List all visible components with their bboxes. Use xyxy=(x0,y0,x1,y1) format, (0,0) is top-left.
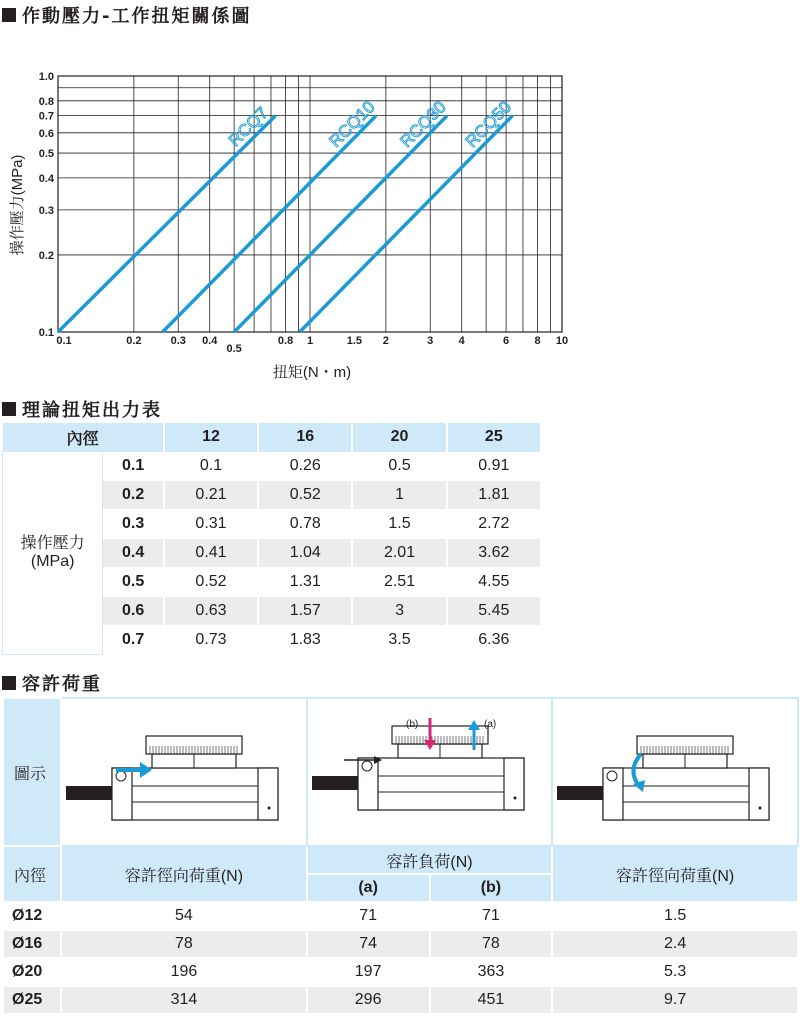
series-label: RCQ50 xyxy=(461,97,516,152)
load-value: 451 xyxy=(430,986,553,1014)
pressure-row-header xyxy=(3,452,103,655)
y-tick-label: 0.7 xyxy=(38,110,54,123)
screw-icon xyxy=(759,806,762,809)
pressure-value: 0.5 xyxy=(103,567,164,596)
load-value: 196 xyxy=(61,958,307,986)
y-tick-label: 0.5 xyxy=(38,148,54,161)
load-bore-header: 內徑 xyxy=(3,846,61,902)
load-value: 363 xyxy=(430,958,553,986)
chart-labels xyxy=(39,71,568,355)
screw-icon xyxy=(267,806,270,809)
torque-value: 0.21 xyxy=(164,480,258,509)
torque-value: 2.51 xyxy=(352,567,446,596)
torque-value: 0.26 xyxy=(258,452,352,481)
actuator-endcap xyxy=(749,768,769,820)
series-label: RCQ7 xyxy=(224,103,272,151)
torque-value: 0.73 xyxy=(164,625,258,654)
load-row xyxy=(3,986,798,1014)
load-value: 1.5 xyxy=(552,902,798,930)
allow-load-header: 容許負荷(N) xyxy=(307,846,553,874)
diagram-label: 圖示 xyxy=(3,698,61,846)
torque-row xyxy=(3,452,542,481)
load-value: 296 xyxy=(307,986,430,1014)
x-tick-label: 2 xyxy=(382,335,389,347)
actuator-body xyxy=(112,768,278,820)
pressure-value: 0.7 xyxy=(103,625,164,654)
load-section-title xyxy=(0,670,102,696)
bore-size: Ø16 xyxy=(3,930,61,958)
x-tick-label: 6 xyxy=(503,335,510,347)
actuator-axial-diagram xyxy=(310,700,550,840)
load-row xyxy=(3,958,798,986)
bore-header: 內徑 xyxy=(3,423,164,452)
load-value: 71 xyxy=(430,902,553,930)
bore-size: Ø20 xyxy=(3,958,61,986)
y-tick-label: 0.8 xyxy=(38,95,54,108)
torque-value: 3 xyxy=(352,596,446,625)
diagram-axial-load xyxy=(307,698,553,846)
actuator-body xyxy=(603,768,769,820)
col-a-header: (a) xyxy=(307,874,430,902)
load-value: 74 xyxy=(307,930,430,958)
y-tick-label: 0.4 xyxy=(38,172,54,185)
actuator-endcap xyxy=(112,768,132,820)
arrow-a-label: (a) xyxy=(483,718,496,730)
radial-load-header-2: 容許徑向荷重(N) xyxy=(552,846,798,902)
torque-value: 1.04 xyxy=(258,538,352,567)
diagram-radial-load xyxy=(61,698,307,846)
y-tick-label: 0.1 xyxy=(38,327,54,339)
torque-value: 2.72 xyxy=(447,509,541,538)
torque-pressure-chart xyxy=(0,0,800,380)
load-row xyxy=(3,902,798,930)
actuator-endcap xyxy=(258,768,278,820)
actuator-endcap xyxy=(603,768,623,820)
load-value: 314 xyxy=(61,986,307,1014)
torque-value: 4.55 xyxy=(447,567,541,596)
torque-value: 1.57 xyxy=(258,596,352,625)
square-bullet-icon xyxy=(2,402,16,416)
rotary-disc xyxy=(146,736,242,754)
torque-section-title xyxy=(0,396,162,422)
diagram-moment-load xyxy=(552,698,798,846)
x-tick-label: 0.1 xyxy=(56,335,72,347)
pressure-value: 0.2 xyxy=(103,480,164,509)
x-tick-label: 0.4 xyxy=(202,335,218,347)
screw-icon xyxy=(513,796,516,799)
load-value: 71 xyxy=(307,902,430,930)
torque-value: 0.41 xyxy=(164,538,258,567)
load-value: 2.4 xyxy=(552,930,798,958)
pressure-value: 0.4 xyxy=(103,538,164,567)
y-tick-label: 0.2 xyxy=(38,249,54,262)
y-tick-label: 0.6 xyxy=(38,127,54,140)
x-tick-label: 0.5 xyxy=(226,343,242,355)
allowable-load-table xyxy=(2,697,799,1015)
torque-output-table xyxy=(2,423,542,655)
square-bullet-icon xyxy=(2,676,16,690)
torque-value: 1.81 xyxy=(447,480,541,509)
load-value: 197 xyxy=(307,958,430,986)
torque-value: 0.91 xyxy=(447,452,541,481)
torque-value: 1.83 xyxy=(258,625,352,654)
threaded-shaft xyxy=(66,786,112,800)
torque-value: 0.1 xyxy=(164,452,258,481)
y-tick-label: 0.3 xyxy=(38,204,54,217)
bore-col: 20 xyxy=(352,423,446,452)
torque-table-title: 理論扭矩出力表 xyxy=(22,400,162,421)
actuator-endcap xyxy=(358,758,378,810)
load-row xyxy=(3,930,798,958)
torque-value: 0.5 xyxy=(352,452,446,481)
x-axis-label: 扭矩(N・m) xyxy=(272,364,352,380)
col-b-header: (b) xyxy=(430,874,553,902)
torque-value: 1.5 xyxy=(352,509,446,538)
pressure-value: 0.1 xyxy=(103,452,164,481)
x-tick-label: 1.5 xyxy=(346,335,363,347)
load-value: 78 xyxy=(430,930,553,958)
bore-col: 12 xyxy=(164,423,258,452)
series-label: RCQ10 xyxy=(325,97,379,151)
x-tick-label: 3 xyxy=(427,335,434,347)
series-label: RCQ30 xyxy=(396,97,450,152)
actuator-moment-diagram xyxy=(555,710,795,830)
pressure-value: 0.3 xyxy=(103,509,164,538)
load-value: 5.3 xyxy=(552,958,798,986)
series-line xyxy=(163,116,377,332)
torque-value: 0.31 xyxy=(164,509,258,538)
actuator-body xyxy=(358,758,524,810)
torque-value: 0.52 xyxy=(258,480,352,509)
actuator-endcap xyxy=(504,758,524,810)
actuator-radial-diagram xyxy=(64,710,304,830)
torque-value: 6.36 xyxy=(447,625,541,654)
torque-value: 0.78 xyxy=(258,509,352,538)
pressure-unit: (MPa) xyxy=(30,552,75,570)
radial-load-header: 容許徑向荷重(N) xyxy=(61,846,307,902)
y-tick-label: 1.0 xyxy=(38,71,54,83)
rotary-disc xyxy=(637,736,733,754)
bore-size: Ø12 xyxy=(3,902,61,930)
torque-value: 1 xyxy=(352,480,446,509)
load-value: 78 xyxy=(61,930,307,958)
torque-value: 3.62 xyxy=(447,538,541,567)
arrow-b-label: (b) xyxy=(405,718,418,730)
series-line xyxy=(58,116,276,332)
bore-col: 25 xyxy=(447,423,541,452)
torque-value: 0.52 xyxy=(164,567,258,596)
pressure-value: 0.6 xyxy=(103,596,164,625)
x-tick-label: 4 xyxy=(458,335,465,347)
load-table-title: 容許荷重 xyxy=(22,674,102,695)
x-tick-label: 8 xyxy=(534,335,541,347)
x-tick-label: 1 xyxy=(306,335,314,347)
x-tick-label: 0.8 xyxy=(277,335,294,347)
bore-col: 16 xyxy=(258,423,352,452)
pressure-label: 操作壓力 xyxy=(20,534,85,552)
bore-size: Ø25 xyxy=(3,986,61,1014)
load-value: 54 xyxy=(61,902,307,930)
threaded-shaft xyxy=(312,776,358,790)
load-value: 9.7 xyxy=(552,986,798,1014)
y-axis-label: 操作壓力(MPa) xyxy=(9,154,26,256)
torque-value: 3.5 xyxy=(352,625,446,654)
threaded-shaft xyxy=(557,786,603,800)
torque-value: 5.45 xyxy=(447,596,541,625)
torque-value: 2.01 xyxy=(352,538,446,567)
x-tick-label: 0.3 xyxy=(170,335,186,347)
arrow-head-icon xyxy=(468,720,480,730)
x-tick-label: 0.2 xyxy=(126,335,142,347)
torque-value: 0.63 xyxy=(164,596,258,625)
chart-title: 作動壓力-工作扭矩關係圖 xyxy=(22,6,252,27)
x-tick-label: 10 xyxy=(555,335,569,347)
torque-value: 1.31 xyxy=(258,567,352,596)
